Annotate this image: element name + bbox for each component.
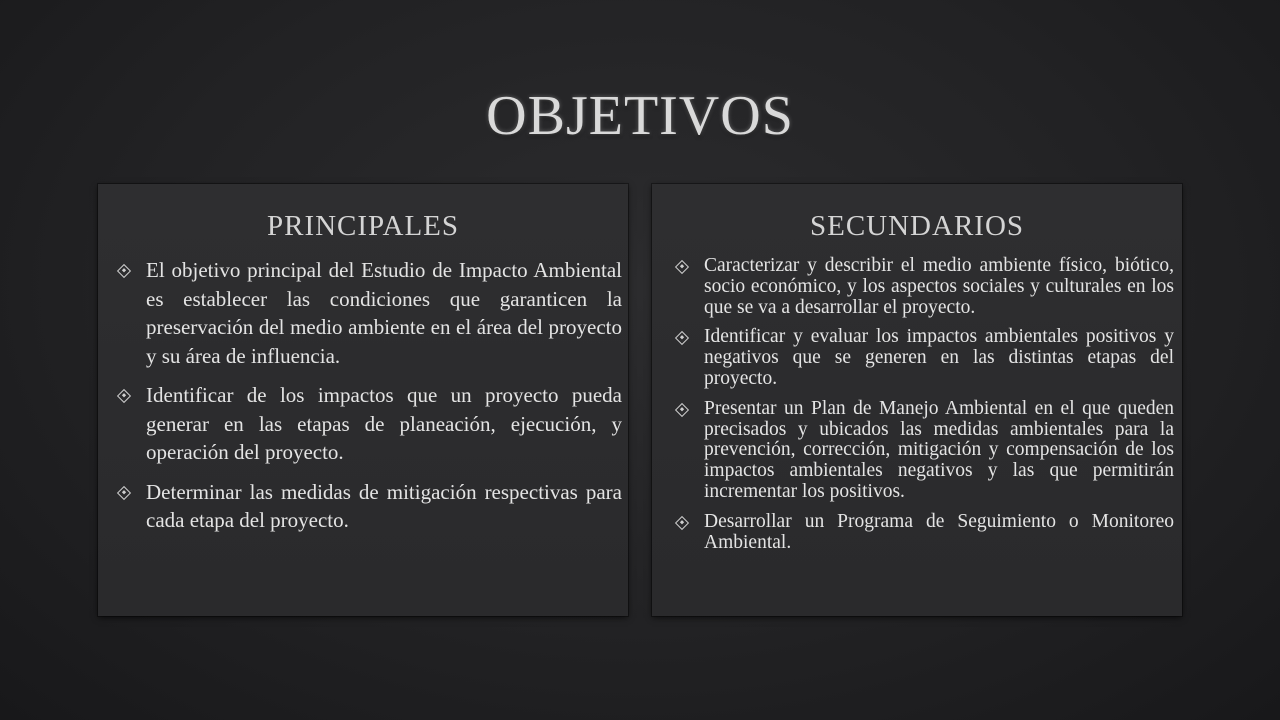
diamond-bullet-icon <box>675 331 689 345</box>
diamond-bullet-icon <box>675 260 689 274</box>
secundarios-list <box>674 256 1174 562</box>
list-item-text: El objetivo principal del Estudio de Impacto Ambiental es establecer las condiciones que garanticen la preservación del medio ambiente en el área del proyecto y su área de influencia. <box>146 258 622 368</box>
diamond-bullet-icon <box>117 389 131 403</box>
list-item <box>674 512 1174 554</box>
principales-heading: PRINCIPALES <box>266 210 460 242</box>
diamond-bullet-icon <box>117 264 131 278</box>
diamond-bullet-icon <box>675 403 689 417</box>
list-item-text: Desarrollar un Programa de Seguimiento o Monitoreo Ambiental. <box>704 510 1174 553</box>
list-item <box>116 478 622 535</box>
list-item <box>116 256 622 370</box>
principales-panel <box>98 184 628 616</box>
diamond-bullet-icon <box>675 516 689 530</box>
secundarios-panel <box>652 184 1182 616</box>
principales-list <box>116 256 622 546</box>
slide-title: OBJETIVOS <box>486 85 794 147</box>
list-item-text: Identificar de los impactos que un proyecto pueda generar en las etapas de planeación, ejecución, y operación del proyecto. <box>146 383 622 464</box>
list-item-text: Caracterizar y describir el medio ambiente físico, biótico, socio económico, y los aspectos sociales y culturales en los que se va a desarrollar el proyecto. <box>704 255 1174 318</box>
list-item <box>674 399 1174 503</box>
list-item-text: Presentar un Plan de Manejo Ambiental en el que queden precisados y ubicados las medidas ambientales para la prevención, corrección, mitigación y compensación de los impactos ambientales negativos y las que permitirán incrementar los positivos. <box>704 397 1174 502</box>
list-item-text: Identificar y evaluar los impactos ambientales positivos y negativos que se generen en las distintas etapas del proyecto. <box>704 326 1174 389</box>
list-item <box>116 381 622 467</box>
diamond-bullet-icon <box>117 485 131 499</box>
secundarios-heading: SECUNDARIOS <box>809 210 1025 242</box>
list-item <box>674 327 1174 389</box>
list-item-text: Determinar las medidas de mitigación respectivas para cada etapa del proyecto. <box>146 479 622 532</box>
list-item <box>674 256 1174 318</box>
